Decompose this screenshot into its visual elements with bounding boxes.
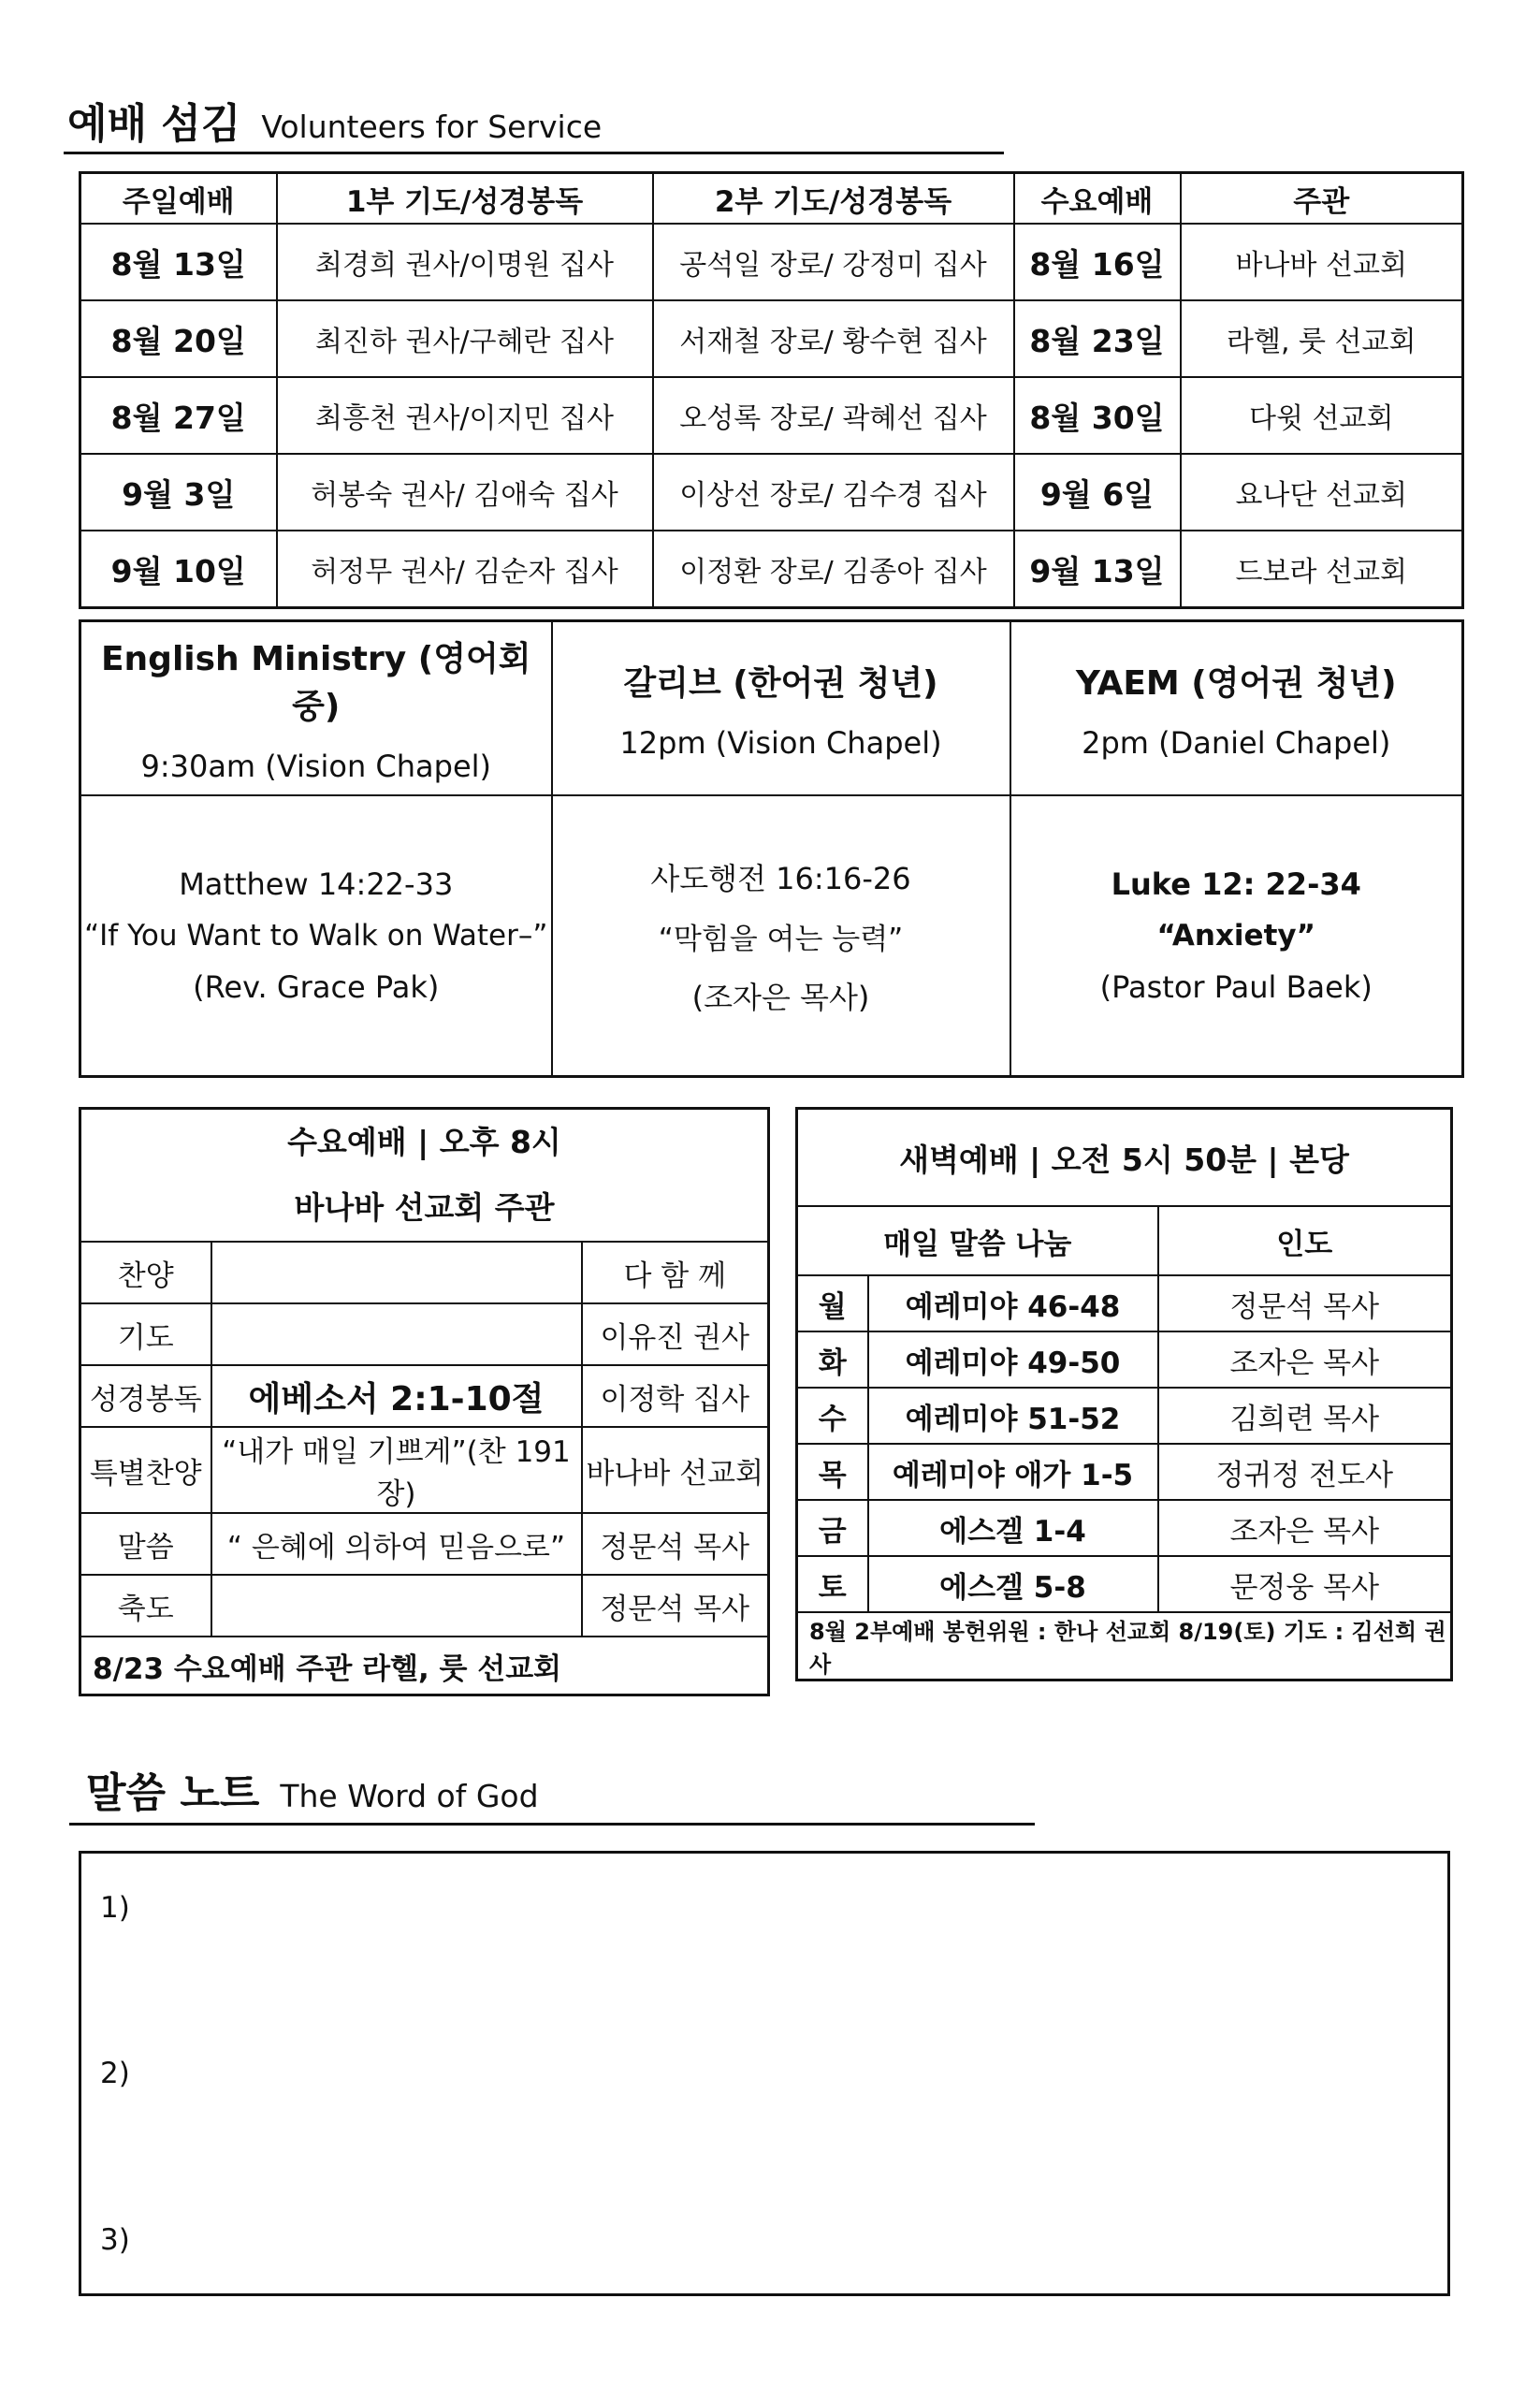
host-group: 다윗 선교회 [1181, 377, 1463, 454]
dawn-service-table [795, 1107, 1453, 1681]
order-content [211, 1303, 582, 1365]
sermon-title: “If You Want to Walk on Water–” [84, 919, 548, 953]
note-item-2: 2) [100, 2057, 130, 2090]
second-service-volunteers: 서재철 장로/ 황수현 집사 [653, 300, 1014, 377]
order-item: 성경봉독 [80, 1365, 211, 1427]
order-content [211, 1575, 582, 1637]
ministry-galib [552, 621, 1010, 796]
col-header-sunday: 주일예배 [80, 173, 277, 225]
order-item: 기도 [80, 1303, 211, 1365]
ministry-name: English Ministry (영어회중) [100, 640, 531, 726]
order-item: 말씀 [80, 1513, 211, 1575]
first-service-volunteers: 허정무 권사/ 김순자 집사 [277, 531, 653, 608]
ministries-sermon-row [80, 795, 1463, 1077]
sunday-date: 8월 27일 [80, 377, 277, 454]
order-person: 이정학 집사 [582, 1365, 769, 1427]
second-service-volunteers: 이상선 장로/ 김수경 집사 [653, 454, 1014, 531]
wednesday-host: 바나바 선교회 주관 [294, 1189, 555, 1226]
wednesday-date: 8월 30일 [1014, 377, 1181, 454]
table-row [797, 1444, 1452, 1500]
volunteers-heading [67, 90, 602, 150]
sermon-title: “막힘을 여는 능력” [658, 922, 904, 956]
wednesday-date: 8월 23일 [1014, 300, 1181, 377]
table-row [797, 1556, 1452, 1612]
note-item-1: 1) [100, 1891, 130, 1925]
dawn-reading: 에스겔 5-8 [868, 1556, 1158, 1612]
sermon-english [80, 795, 552, 1077]
dawn-col-reading: 매일 말씀 나눔 [797, 1206, 1158, 1275]
sunday-date: 9월 3일 [80, 454, 277, 531]
table-row [797, 1275, 1452, 1331]
sermon-scripture: Luke 12: 22-34 [1111, 866, 1361, 902]
dawn-reading: 예레미야 애가 1-5 [868, 1444, 1158, 1500]
second-service-volunteers: 공석일 장로/ 강정미 집사 [653, 224, 1014, 300]
sunday-date: 8월 20일 [80, 300, 277, 377]
notes-heading [86, 1759, 539, 1819]
sermon-notes-box[interactable] [79, 1851, 1450, 2296]
order-person: 이유진 권사 [582, 1303, 769, 1365]
second-service-volunteers: 오성록 장로/ 곽혜선 집사 [653, 377, 1014, 454]
dawn-leader: 정문석 목사 [1158, 1275, 1452, 1331]
table-row [80, 531, 1463, 608]
table-row [80, 1303, 769, 1365]
col-header-host: 주관 [1181, 173, 1463, 225]
dawn-reading: 에스겔 1-4 [868, 1500, 1158, 1556]
order-content: 에베소서 2:1-10절 [211, 1365, 582, 1427]
table-row [80, 1575, 769, 1637]
sermon-galib [552, 795, 1010, 1077]
sermon-title: “Anxiety” [1156, 919, 1315, 953]
dawn-footer-row [797, 1612, 1452, 1680]
wednesday-service-table [79, 1107, 770, 1696]
sunday-date: 8월 13일 [80, 224, 277, 300]
dawn-reading: 예레미야 49-50 [868, 1331, 1158, 1388]
order-person: 정문석 목사 [582, 1513, 769, 1575]
host-group: 요나단 선교회 [1181, 454, 1463, 531]
note-item-3: 3) [100, 2223, 130, 2257]
dawn-day: 목 [797, 1444, 868, 1500]
sermon-yaem [1010, 795, 1463, 1077]
wednesday-header-row [80, 1109, 769, 1243]
order-person: 정문석 목사 [582, 1575, 769, 1637]
order-person: 바나바 선교회 [582, 1427, 769, 1513]
table-row [80, 1242, 769, 1303]
table-row [797, 1388, 1452, 1444]
col-header-wednesday: 수요예배 [1014, 173, 1181, 225]
order-item: 찬양 [80, 1242, 211, 1303]
volunteers-title-ko: 예배 섬김 [67, 100, 241, 148]
notes-title-en: The Word of God [280, 1778, 539, 1814]
dawn-title: 새벽예배 | 오전 5시 50분 | 본당 [797, 1109, 1452, 1207]
order-content: “내가 매일 기쁘게”(찬 191장) [211, 1427, 582, 1513]
sermon-scripture: Matthew 14:22-33 [179, 866, 454, 902]
volunteers-title-en: Volunteers for Service [261, 109, 603, 145]
col-header-second-service: 2부 기도/성경봉독 [653, 173, 1014, 225]
dawn-day: 수 [797, 1388, 868, 1444]
dawn-day: 토 [797, 1556, 868, 1612]
ministry-name: YAEM (영어권 청년) [1075, 663, 1397, 703]
order-item: 특별찬양 [80, 1427, 211, 1513]
order-person: 다 함 께 [582, 1242, 769, 1303]
dawn-reading: 예레미야 46-48 [868, 1275, 1158, 1331]
dawn-day: 월 [797, 1275, 868, 1331]
host-group: 라헬, 룻 선교회 [1181, 300, 1463, 377]
ministry-time: 2pm (Daniel Chapel) [1082, 724, 1391, 761]
wednesday-date: 9월 6일 [1014, 454, 1181, 531]
table-row [80, 1365, 769, 1427]
notes-title-ko: 말씀 노트 [86, 1769, 260, 1817]
dawn-subheader-row [797, 1206, 1452, 1275]
sermon-scripture: 사도행전 16:16-26 [650, 860, 911, 896]
table-row [80, 377, 1463, 454]
ministries-table [79, 619, 1464, 1078]
volunteers-underline [64, 152, 1004, 154]
order-content: “ 은혜에 의하여 믿음으로” [211, 1513, 582, 1575]
dawn-leader: 조자은 목사 [1158, 1500, 1452, 1556]
first-service-volunteers: 최진하 권사/구혜란 집사 [277, 300, 653, 377]
notes-underline [69, 1823, 1035, 1826]
wednesday-footer-row [80, 1637, 769, 1695]
ministry-time: 9:30am (Vision Chapel) [140, 749, 492, 784]
col-header-first-service: 1부 기도/성경봉독 [277, 173, 653, 225]
wednesday-header [80, 1109, 769, 1243]
table-row [797, 1500, 1452, 1556]
table-row [80, 1427, 769, 1513]
table-row [80, 300, 1463, 377]
dawn-footer-note: 8월 2부예배 봉헌위원 : 한나 선교회 8/19(토) 기도 : 김선희 권사 [797, 1612, 1452, 1680]
ministry-name: 갈리브 (한어권 청년) [623, 663, 938, 703]
table-row [80, 1513, 769, 1575]
volunteers-table [79, 171, 1464, 609]
ministry-yaem [1010, 621, 1463, 796]
table-row [797, 1331, 1452, 1388]
host-group: 드보라 선교회 [1181, 531, 1463, 608]
table-row [80, 454, 1463, 531]
order-item: 축도 [80, 1575, 211, 1637]
dawn-header-row [797, 1109, 1452, 1207]
volunteers-header-row [80, 173, 1463, 225]
wednesday-next-host: 8/23 수요예배 주관 라헬, 룻 선교회 [80, 1637, 769, 1695]
dawn-col-leader: 인도 [1158, 1206, 1452, 1275]
table-row [80, 224, 1463, 300]
order-content [211, 1242, 582, 1303]
first-service-volunteers: 최경희 권사/이명원 집사 [277, 224, 653, 300]
dawn-reading: 예레미야 51-52 [868, 1388, 1158, 1444]
ministries-header-row [80, 621, 1463, 796]
dawn-leader: 김희련 목사 [1158, 1388, 1452, 1444]
sermon-preacher: (Pastor Paul Baek) [1099, 969, 1373, 1005]
sermon-preacher: (조자은 목사) [691, 979, 870, 1015]
host-group: 바나바 선교회 [1181, 224, 1463, 300]
wednesday-date: 8월 16일 [1014, 224, 1181, 300]
dawn-leader: 조자은 목사 [1158, 1331, 1452, 1388]
first-service-volunteers: 허봉숙 권사/ 김애숙 집사 [277, 454, 653, 531]
ministry-time: 12pm (Vision Chapel) [619, 724, 942, 761]
first-service-volunteers: 최흥천 권사/이지민 집사 [277, 377, 653, 454]
second-service-volunteers: 이정환 장로/ 김종아 집사 [653, 531, 1014, 608]
ministry-english [80, 621, 552, 796]
sermon-preacher: (Rev. Grace Pak) [193, 969, 440, 1005]
dawn-leader: 정귀정 전도사 [1158, 1444, 1452, 1500]
wednesday-time: 수요예배 | 오후 8시 [287, 1124, 561, 1160]
sunday-date: 9월 10일 [80, 531, 277, 608]
dawn-day: 화 [797, 1331, 868, 1388]
dawn-leader: 문정웅 목사 [1158, 1556, 1452, 1612]
wednesday-date: 9월 13일 [1014, 531, 1181, 608]
dawn-day: 금 [797, 1500, 868, 1556]
